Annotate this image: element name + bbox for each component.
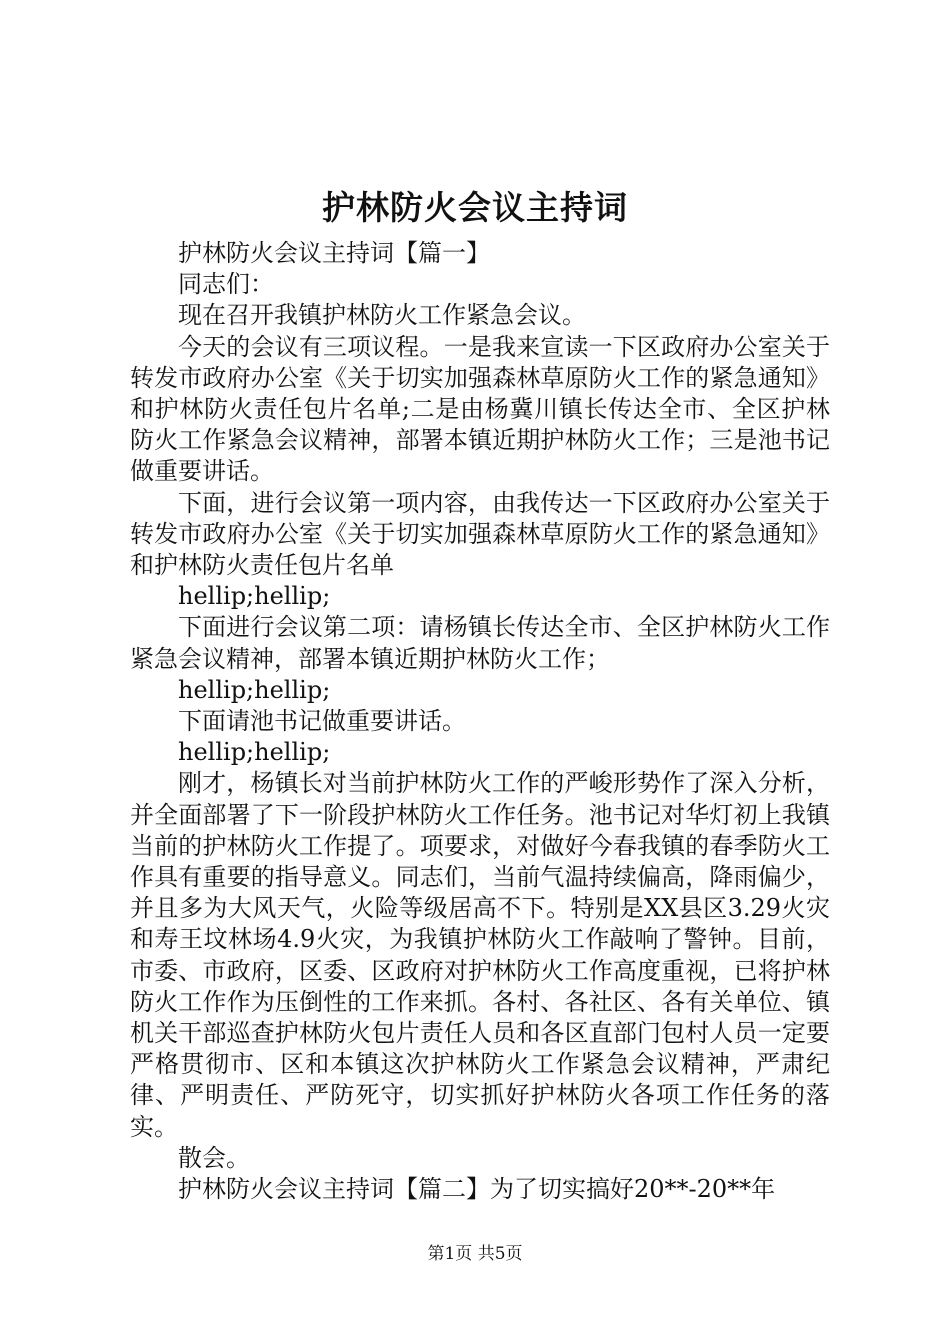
paragraph: 今天的会议有三项议程。一是我来宣读一下区政府办公室关于转发市政府办公室《关于切实加强森林草原防火工作的紧急通知》和护林防火责任包片名单;二是由杨冀川镇长传达全市、全区护林防火工作紧急会议精神，部署本镇近期护林防火工作；三是池书记做重要讲话。 bbox=[130, 332, 830, 486]
paragraph: 下面，进行会议第一项内容，由我传达一下区政府办公室关于转发市政府办公室《关于切实加强森林草原防火工作的紧急通知》和护林防火责任包片名单 bbox=[130, 488, 830, 580]
section-heading: 护林防火会议主持词【篇二】为了切实搞好20**-20**年 bbox=[178, 1175, 776, 1204]
salutation: 同志们： bbox=[178, 270, 274, 299]
ellipsis-line: hellip;hellip; bbox=[178, 675, 331, 704]
document-body bbox=[130, 238, 830, 1205]
ellipsis-line: hellip;hellip; bbox=[178, 738, 331, 767]
section-heading: 护林防火会议主持词【篇一】 bbox=[178, 239, 490, 267]
paragraph: 现在召开我镇护林防火工作紧急会议。 bbox=[178, 301, 586, 330]
ellipsis-line: hellip;hellip; bbox=[178, 582, 331, 611]
document-title: 护林防火会议主持词 bbox=[322, 188, 628, 227]
paragraph: 下面进行会议第二项：请杨镇长传达全市、全区护林防火工作紧急会议精神，部署本镇近期护林防火工作； bbox=[130, 613, 830, 673]
paragraph: 下面请池书记做重要讲话。 bbox=[178, 707, 466, 736]
page-number-footer: 第1页 共5页 bbox=[427, 1244, 523, 1264]
paragraph: 散会。 bbox=[178, 1143, 250, 1172]
paragraph: 刚才，杨镇长对当前护林防火工作的严峻形势作了深入分析，并全面部署了下一阶段护林防火工作任务。池书记对华灯初上我镇当前的护林防火工作提了。项要求，对做好今春我镇的春季防火工作具有重要的指导意义。同志们，当前气温持续偏高，降雨偏少，并且多为大风天气，火险等级居高不下。特别是XX县区3.29火灾和寿王坟林场4.9火灾，为我镇护林防火工作敲响了警钟。目前，市委、市政府，区委、区政府对护林防火工作高度重视，已将护林防火工作作为压倒性的工作来抓。各村、各社区、各有关单位、镇机关干部巡查护林防火包片责任人员和各区直部门包村人员一定要严格贯彻市、区和本镇这次护林防火工作紧急会议精神，严肃纪律、严明责任、严防死守，切实抓好护林防火各项工作任务的落实。 bbox=[130, 769, 830, 1141]
